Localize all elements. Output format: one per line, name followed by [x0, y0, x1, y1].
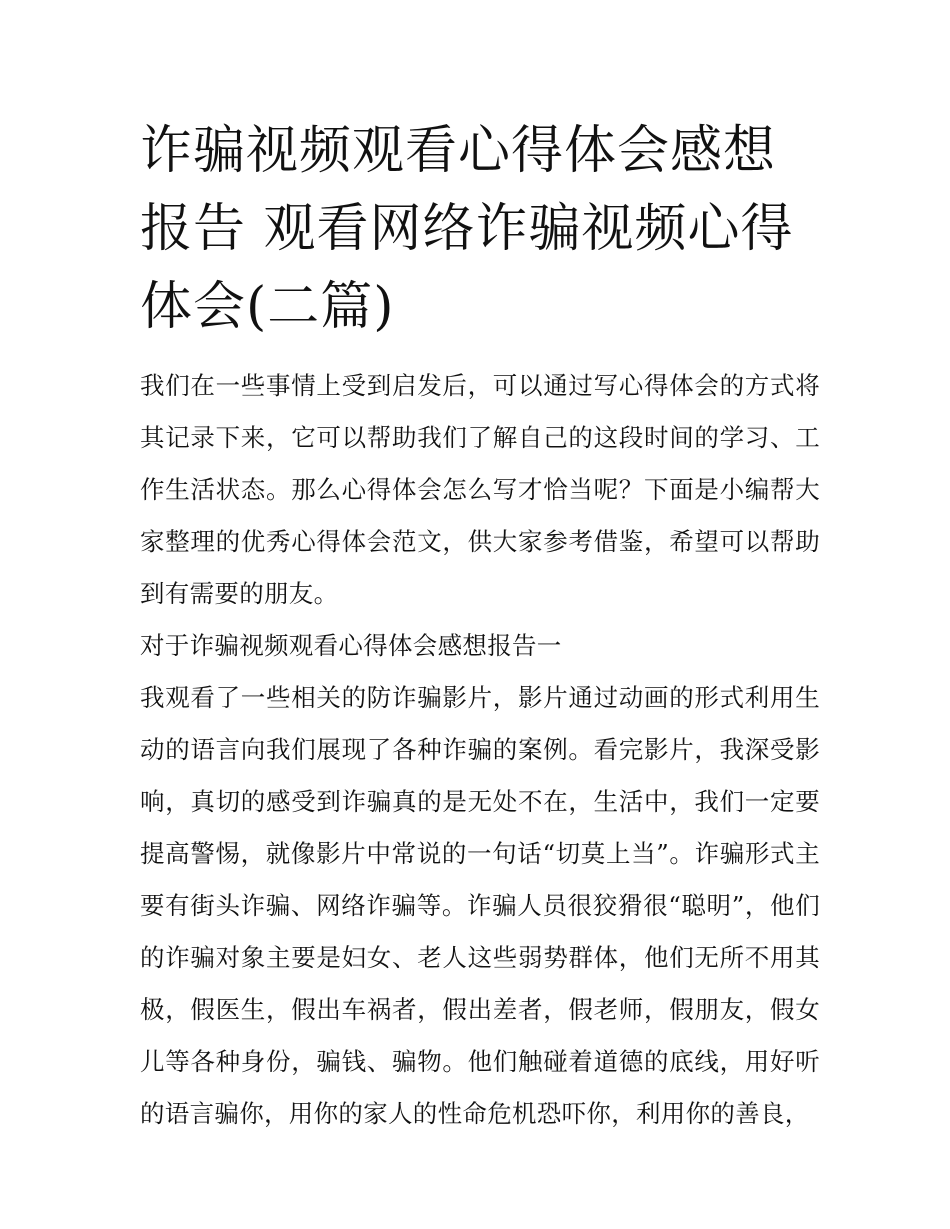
section-heading: 对于诈骗视频观看心得体会感想报告一 — [140, 631, 562, 660]
document-title: 诈骗视频观看心得体会感想报告 观看网络诈骗视频心得体会(二篇) — [140, 121, 794, 337]
intro-paragraph: 我们在一些事情上受到启发后，可以通过写心得体会的方式将其记录下来，它可以帮助我们了解自己的这段时间的学习、工作生活状态。那么心得体会怎么写才恰当呢？下面是小编帮大家整理的优秀心得体会范文，供大家参考借鉴，希望可以帮助到有需要的朋友。 — [140, 371, 820, 608]
section-body-paragraph: 我观看了一些相关的防诈骗影片，影片通过动画的形式利用生动的语言向我们展现了各种诈骗的案例。看完影片，我深受影响，真切的感受到诈骗真的是无处不在，生活中，我们一定要提高警惕，就像影片中常说的一句话“切莫上当”。诈骗形式主要有街头诈骗、网络诈骗等。诈骗人员很狡猾很“聪明”，他们的诈骗对象主要是妇女、老人这些弱势群体，他们无所不用其极，假医生，假出车祸者，假出差者，假老师，假朋友，假女儿等各种身份，骗钱、骗物。他们触碰着道德的底线，用好听的语言骗你，用你的家人的性命危机恐吓你，利用你的善良， — [140, 683, 820, 1128]
document-page — [140, 112, 820, 1140]
